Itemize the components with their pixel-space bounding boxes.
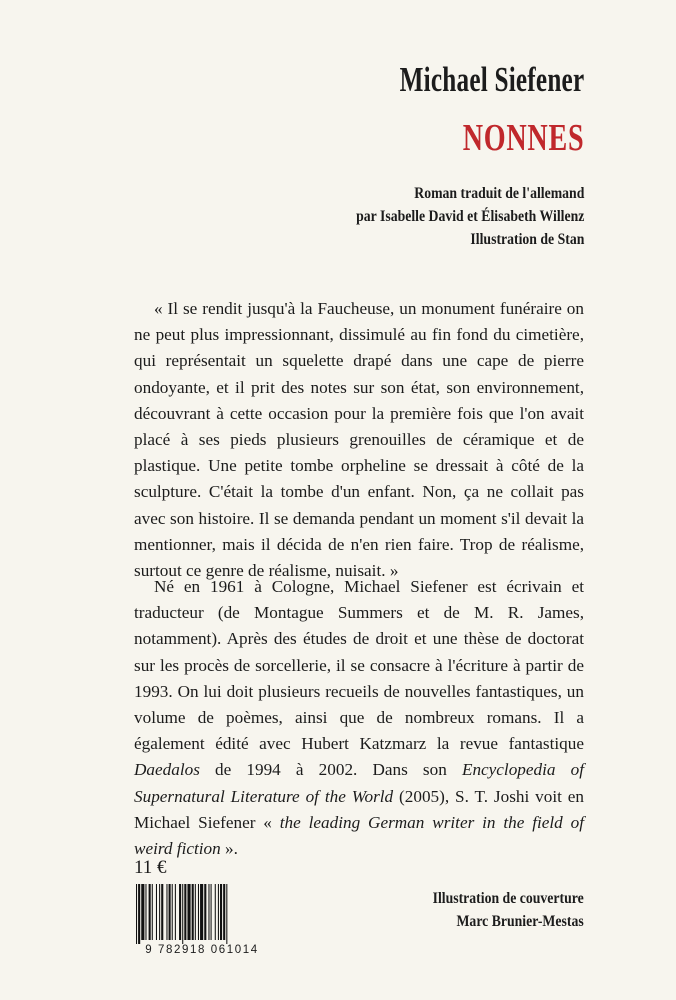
bio-text-part: (2005), S. T. Joshi voit en Michael Siefener « [134, 786, 585, 832]
author-name: Michael Siefener [399, 60, 584, 99]
barcode-bar [179, 884, 181, 940]
author-bio [134, 574, 584, 862]
barcode-bar [166, 884, 167, 940]
bio-text-part: Né en 1961 à Cologne, Michael Siefener est écrivain et traducteur (de Montague Summers et de M. R. James, notamment). Après des études de droit et une thèse de doctorat sur les procès de sorcellerie, il se consacre à l'écriture à partir de 1993. On lui doit plusieurs recueils de nouvelles fantastiques, un volume de poèmes, ainsi que de nombreux romans. Il a également édité avec Hubert Katzmarz la revue fantastique [134, 577, 584, 754]
barcode-bar [138, 884, 140, 944]
barcode-bar [192, 884, 194, 940]
credit-line-1: Roman traduit de l'allemand [413, 185, 584, 202]
barcode-bar [152, 884, 153, 940]
barcode-bar [169, 884, 171, 940]
barcode-bar [215, 884, 216, 940]
bio-text-part: de 1994 à 2002. Dans son [199, 760, 462, 780]
bio-text [134, 574, 584, 862]
barcode-bar [211, 884, 212, 940]
barcode-bar [161, 884, 163, 940]
translation-credits [356, 182, 584, 251]
cover-illustration-credit [433, 887, 584, 933]
barcode-bar [172, 884, 173, 940]
header [319, 58, 584, 251]
cover-credit-line-2: Marc Brunier-Mestas [456, 913, 584, 930]
bio-italic-quote: the leading German writer in the field of weird fiction [134, 812, 584, 859]
quote-text: « Il se rendit jusqu'à la Faucheuse, un monument funéraire on ne peut plus impressionnant, dissimulé au fin fond du cimetière, qui représentait un squelette drapé dans une cape de pierre ondoyante, et il prit des notes sur son état, son environnement, découvrant à cette occasion pour la première fois que l'on avait placé à ses pieds plusieurs grenouilles de céramique et de plastique. Une petite tombe orpheline se dressait à côté de la sculpture. C'était la tombe d'un enfant. Non, ça ne collait pas avec son histoire. Il se demanda pendant un moment s'il devait la mentionner, mais il décida de n'en rien faire. Trop de réalisme, surtout ce genre de réalisme, nuisait. » [134, 299, 584, 581]
isbn-number: 9 782918 061014 [145, 944, 259, 956]
barcode-bar [184, 884, 186, 940]
barcode-bar [218, 884, 219, 940]
barcode-bar [175, 884, 176, 940]
barcode-bar [136, 884, 137, 944]
credit-line-2: par Isabelle David et Élisabeth Willenz [355, 208, 584, 225]
book-title: NONNES [462, 117, 584, 159]
price-label: 11 € [134, 857, 167, 878]
excerpt-quote [134, 296, 584, 584]
bio-italic-title: Daedalos [134, 760, 200, 780]
barcode-bar [223, 884, 225, 940]
barcode-bar [198, 884, 199, 940]
barcode-icon [134, 884, 274, 944]
barcode-bar [220, 884, 222, 940]
barcode-bar [141, 884, 144, 940]
barcode-bar [182, 884, 183, 944]
barcode-bar [156, 884, 157, 940]
barcode-bar [159, 884, 160, 940]
cover-credit-line-1: Illustration de couverture [432, 890, 584, 907]
bio-text-part: ». [220, 839, 238, 859]
barcode-bar [145, 884, 146, 940]
barcode-bar [195, 884, 196, 940]
barcode-bar [200, 884, 203, 940]
barcode-bar [226, 884, 227, 944]
barcode-bar [204, 884, 206, 940]
credit-line-3: Illustration de Stan [470, 231, 584, 248]
barcode-bar [149, 884, 151, 940]
bio-italic-title: Encyclopedia of Supernatural Literature of the World [134, 760, 584, 806]
barcode-bar [208, 884, 209, 940]
barcode-bar [187, 884, 190, 940]
